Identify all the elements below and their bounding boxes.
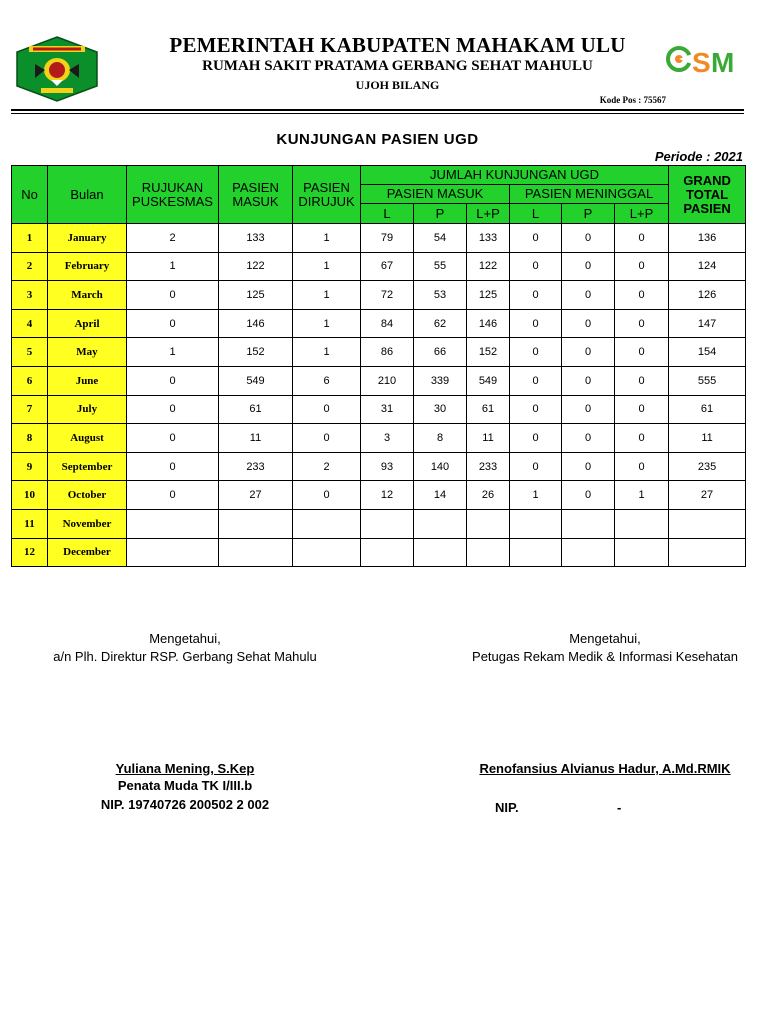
cell-total: 154 [669, 338, 746, 367]
left-role: a/n Plh. Direktur RSP. Gerbang Sehat Mahulu [53, 649, 317, 664]
cell-rujukan: 0 [127, 309, 219, 338]
cell-masuk-l: 67 [361, 252, 414, 281]
header-pasien-dirujuk: PASIEN DIRUJUK [293, 166, 361, 224]
cell-meninggal-p: 0 [562, 366, 615, 395]
cell-dirujuk [293, 538, 361, 567]
cell-meninggal-p: 0 [562, 424, 615, 453]
cell-meninggal-l: 0 [510, 366, 562, 395]
cell-rujukan: 0 [127, 366, 219, 395]
cell-meninggal-p: 0 [562, 309, 615, 338]
header-divider-thin [11, 113, 744, 114]
cell-no: 4 [12, 309, 48, 338]
cell-masuk-l: 93 [361, 452, 414, 481]
header-divider [11, 109, 744, 111]
postal-code: Kode Pos : 75567 [599, 95, 666, 105]
cell-dirujuk: 1 [293, 252, 361, 281]
cell-no: 2 [12, 252, 48, 281]
header-sub-meninggal: PASIEN MENINGGAL [510, 185, 669, 204]
cell-rujukan: 0 [127, 281, 219, 310]
cell-total: 126 [669, 281, 746, 310]
cell-bulan: November [48, 509, 127, 538]
cell-bulan: September [48, 452, 127, 481]
header-sub-masuk: PASIEN MASUK [361, 185, 510, 204]
cell-meninggal-l: 0 [510, 252, 562, 281]
cell-total: 11 [669, 424, 746, 453]
ugd-visits-table [11, 165, 746, 567]
header-pasien-masuk: PASIEN MASUK [219, 166, 293, 224]
header-rujukan: RUJUKAN PUSKESMAS [127, 166, 219, 224]
cell-bulan: April [48, 309, 127, 338]
left-signatory-nip: NIP. 19740726 200502 2 002 [100, 797, 270, 812]
cell-no: 8 [12, 424, 48, 453]
cell-bulan: March [48, 281, 127, 310]
header-meninggal-lp: L+P [615, 204, 669, 224]
cell-masuk-p: 140 [414, 452, 467, 481]
cell-masuk-l: 72 [361, 281, 414, 310]
cell-masuk-p: 30 [414, 395, 467, 424]
cell-masuk-lp [467, 538, 510, 567]
cell-masuk-lp: 11 [467, 424, 510, 453]
cell-meninggal-l: 0 [510, 395, 562, 424]
cell-meninggal-l [510, 538, 562, 567]
header-no: No [12, 166, 48, 224]
cell-meninggal-l: 0 [510, 338, 562, 367]
cell-masuk-lp: 133 [467, 224, 510, 253]
cell-dirujuk: 0 [293, 424, 361, 453]
cell-no: 6 [12, 366, 48, 395]
cell-masuk: 122 [219, 252, 293, 281]
cell-meninggal-p: 0 [562, 338, 615, 367]
left-signatory-name: Yuliana Mening, S.Kep [115, 761, 255, 776]
svg-text:S: S [692, 47, 711, 78]
cell-rujukan [127, 509, 219, 538]
cell-dirujuk: 1 [293, 281, 361, 310]
table-row [12, 509, 746, 538]
cell-masuk-l: 79 [361, 224, 414, 253]
right-signatory-name: Renofansius Alvianus Hadur, A.Md.RMIK [479, 761, 731, 776]
cell-masuk-lp [467, 509, 510, 538]
cell-masuk-p: 62 [414, 309, 467, 338]
cell-meninggal-l: 1 [510, 481, 562, 510]
cell-meninggal-l [510, 509, 562, 538]
cell-meninggal-l: 0 [510, 424, 562, 453]
cell-meninggal-lp: 0 [615, 252, 669, 281]
cell-masuk: 146 [219, 309, 293, 338]
table-row [12, 338, 746, 367]
cell-no: 1 [12, 224, 48, 253]
cell-masuk-lp: 152 [467, 338, 510, 367]
left-ack: Mengetahui, [149, 631, 221, 646]
cell-meninggal-lp: 1 [615, 481, 669, 510]
cell-dirujuk: 1 [293, 338, 361, 367]
cell-masuk-l [361, 538, 414, 567]
cell-dirujuk [293, 509, 361, 538]
cell-no: 10 [12, 481, 48, 510]
report-period: Periode : 2021 [654, 149, 743, 164]
cell-masuk-p [414, 509, 467, 538]
cell-masuk-l: 31 [361, 395, 414, 424]
cell-meninggal-lp: 0 [615, 338, 669, 367]
cell-masuk-l: 210 [361, 366, 414, 395]
cell-bulan: December [48, 538, 127, 567]
table-row [12, 452, 746, 481]
cell-masuk: 27 [219, 481, 293, 510]
cell-masuk-lp: 61 [467, 395, 510, 424]
cell-masuk-p: 54 [414, 224, 467, 253]
cell-masuk-lp: 233 [467, 452, 510, 481]
cell-meninggal-l: 0 [510, 309, 562, 338]
header-grand-total: GRAND TOTAL PASIEN [669, 166, 746, 224]
cell-masuk-l: 3 [361, 424, 414, 453]
cell-masuk [219, 538, 293, 567]
cell-masuk: 61 [219, 395, 293, 424]
cell-meninggal-l: 0 [510, 224, 562, 253]
table-row [12, 281, 746, 310]
header-jumlah: JUMLAH KUNJUNGAN UGD [361, 166, 669, 185]
cell-masuk-l [361, 509, 414, 538]
cell-no: 3 [12, 281, 48, 310]
cell-masuk: 125 [219, 281, 293, 310]
cell-meninggal-p: 0 [562, 452, 615, 481]
cell-masuk-p: 66 [414, 338, 467, 367]
cell-masuk-p: 8 [414, 424, 467, 453]
cell-meninggal-p [562, 538, 615, 567]
cell-rujukan: 2 [127, 224, 219, 253]
cell-meninggal-lp: 0 [615, 366, 669, 395]
cell-masuk-lp: 146 [467, 309, 510, 338]
left-signatory-rank: Penata Muda TK I/III.b [117, 778, 253, 793]
regency-emblem-logo [15, 36, 99, 102]
right-ack: Mengetahui, [569, 631, 641, 646]
right-nip-value: - [617, 800, 622, 815]
cell-rujukan [127, 538, 219, 567]
cell-total: 555 [669, 366, 746, 395]
table-row [12, 252, 746, 281]
cell-rujukan: 0 [127, 452, 219, 481]
cell-masuk-l: 12 [361, 481, 414, 510]
cell-dirujuk: 6 [293, 366, 361, 395]
cell-no: 7 [12, 395, 48, 424]
cell-masuk-l: 86 [361, 338, 414, 367]
cell-meninggal-p: 0 [562, 281, 615, 310]
cell-bulan: January [48, 224, 127, 253]
cell-meninggal-lp: 0 [615, 424, 669, 453]
table-row [12, 481, 746, 510]
cell-masuk-lp: 549 [467, 366, 510, 395]
cell-masuk-p: 53 [414, 281, 467, 310]
report-title: KUNJUNGAN PASIEN UGD [276, 131, 479, 148]
cell-meninggal-lp: 0 [615, 395, 669, 424]
cell-masuk-p [414, 538, 467, 567]
cell-masuk: 233 [219, 452, 293, 481]
header-meninggal-p: P [562, 204, 615, 224]
cell-total: 124 [669, 252, 746, 281]
cell-bulan: July [48, 395, 127, 424]
cell-meninggal-p: 0 [562, 481, 615, 510]
table-row [12, 366, 746, 395]
cell-meninggal-l: 0 [510, 452, 562, 481]
cell-masuk: 133 [219, 224, 293, 253]
cell-meninggal-lp: 0 [615, 224, 669, 253]
right-nip-label: NIP. [495, 800, 519, 815]
cell-masuk: 549 [219, 366, 293, 395]
cell-total: 147 [669, 309, 746, 338]
cell-masuk [219, 509, 293, 538]
cell-dirujuk: 0 [293, 481, 361, 510]
header-bulan: Bulan [48, 166, 127, 224]
cell-masuk-l: 84 [361, 309, 414, 338]
hospital-name: RUMAH SAKIT PRATAMA GERBANG SEHAT MAHULU [202, 58, 593, 74]
cell-meninggal-p: 0 [562, 395, 615, 424]
cell-total [669, 538, 746, 567]
cell-rujukan: 0 [127, 424, 219, 453]
cell-masuk: 152 [219, 338, 293, 367]
cell-meninggal-lp: 0 [615, 452, 669, 481]
cell-masuk-lp: 125 [467, 281, 510, 310]
cell-meninggal-lp: 0 [615, 281, 669, 310]
cell-bulan: February [48, 252, 127, 281]
cell-bulan: October [48, 481, 127, 510]
header-masuk-p: P [414, 204, 467, 224]
cell-no: 5 [12, 338, 48, 367]
cell-total: 235 [669, 452, 746, 481]
table-row [12, 224, 746, 253]
cell-masuk-p: 14 [414, 481, 467, 510]
table-row [12, 395, 746, 424]
cell-dirujuk: 2 [293, 452, 361, 481]
table-row [12, 424, 746, 453]
cell-bulan: June [48, 366, 127, 395]
cell-meninggal-p [562, 509, 615, 538]
header-masuk-lp: L+P [467, 204, 510, 224]
cell-masuk-p: 55 [414, 252, 467, 281]
cell-dirujuk: 0 [293, 395, 361, 424]
right-role: Petugas Rekam Medik & Informasi Kesehatan [472, 649, 738, 664]
cell-dirujuk: 1 [293, 224, 361, 253]
cell-total: 27 [669, 481, 746, 510]
cell-meninggal-p: 0 [562, 224, 615, 253]
cell-bulan: August [48, 424, 127, 453]
cell-meninggal-lp [615, 538, 669, 567]
cell-no: 9 [12, 452, 48, 481]
cell-total [669, 509, 746, 538]
cell-masuk-lp: 122 [467, 252, 510, 281]
cell-no: 11 [12, 509, 48, 538]
cell-masuk: 11 [219, 424, 293, 453]
cell-dirujuk: 1 [293, 309, 361, 338]
header-masuk-l: L [361, 204, 414, 224]
cell-rujukan: 1 [127, 338, 219, 367]
cell-total: 136 [669, 224, 746, 253]
location: UJOH BILANG [355, 78, 440, 92]
government-title: PEMERINTAH KABUPATEN MAHAKAM ULU [169, 33, 626, 57]
cell-masuk-lp: 26 [467, 481, 510, 510]
cell-meninggal-lp: 0 [615, 309, 669, 338]
cell-masuk-p: 339 [414, 366, 467, 395]
svg-text:M: M [711, 47, 735, 78]
cell-bulan: May [48, 338, 127, 367]
cell-meninggal-lp [615, 509, 669, 538]
cell-total: 61 [669, 395, 746, 424]
cell-meninggal-l: 0 [510, 281, 562, 310]
table-row [12, 309, 746, 338]
table-row [12, 538, 746, 567]
header-meninggal-l: L [510, 204, 562, 224]
cell-rujukan: 0 [127, 395, 219, 424]
cell-no: 12 [12, 538, 48, 567]
cell-meninggal-p: 0 [562, 252, 615, 281]
cell-rujukan: 1 [127, 252, 219, 281]
cell-rujukan: 0 [127, 481, 219, 510]
